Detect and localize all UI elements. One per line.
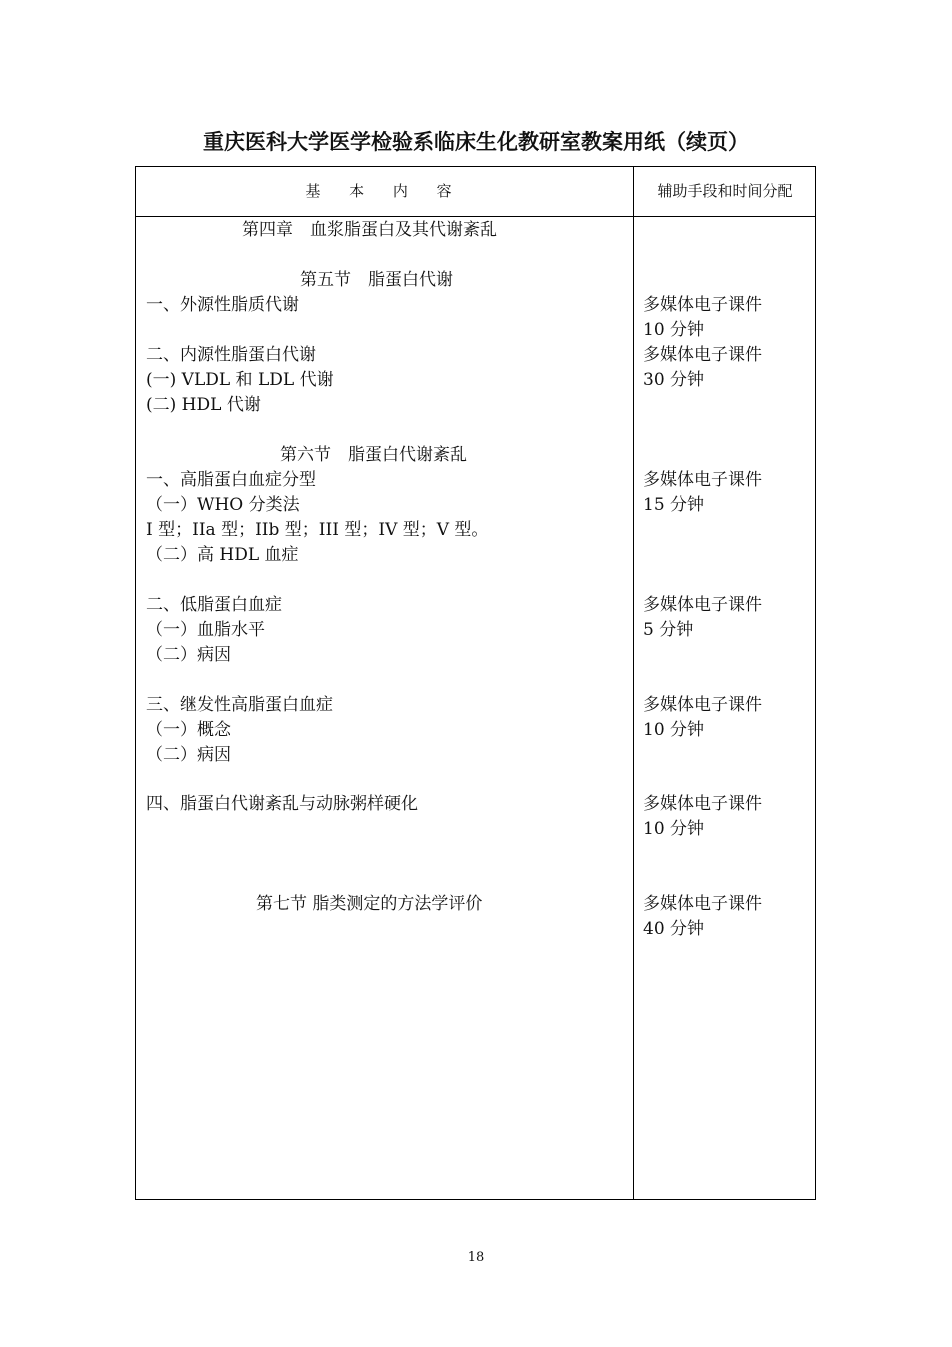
content-line: （二）病因 <box>146 645 231 665</box>
section-heading: 第五节 脂蛋白代谢 <box>300 270 453 290</box>
content-line: (一) VLDL 和 LDL 代谢 <box>146 370 334 390</box>
aux-tool: 多媒体电子课件 <box>643 695 762 715</box>
aux-tool: 多媒体电子课件 <box>643 894 762 914</box>
page-title: 重庆医科大学医学检验系临床生化教研室教案用纸（续页） <box>203 130 749 154</box>
content-line: （一）血脂水平 <box>146 620 265 640</box>
aux-tool: 多媒体电子课件 <box>643 794 762 814</box>
aux-tool: 多媒体电子课件 <box>643 345 762 365</box>
content-line: I 型；IIa 型；IIb 型；III 型；IV 型；V 型。 <box>146 520 489 540</box>
section-heading: 第七节 脂类测定的方法学评价 <box>256 894 483 914</box>
aux-time: 5 分钟 <box>643 620 694 640</box>
aux-time: 10 分钟 <box>643 819 705 839</box>
content-line: 一、外源性脂质代谢 <box>146 295 299 315</box>
page-number: 18 <box>467 1250 485 1265</box>
content-line: 二、低脂蛋白血症 <box>146 595 282 615</box>
column-divider <box>633 167 634 1199</box>
content-line: （二）病因 <box>146 745 231 765</box>
header-aux-time: 辅助手段和时间分配 <box>657 182 793 200</box>
aux-time: 10 分钟 <box>643 320 705 340</box>
content-line: （二）高 HDL 血症 <box>146 545 299 565</box>
content-line: 二、内源性脂蛋白代谢 <box>146 345 316 365</box>
aux-time: 15 分钟 <box>643 495 705 515</box>
content-line: 三、继发性高脂蛋白血症 <box>146 695 333 715</box>
aux-time: 40 分钟 <box>643 919 705 939</box>
content-line: 四、脂蛋白代谢紊乱与动脉粥样硬化 <box>146 794 418 814</box>
header-basic-content: 基 本 内 容 <box>305 182 464 200</box>
content-line: (二) HDL 代谢 <box>146 395 261 415</box>
content-line: （一）概念 <box>146 720 231 740</box>
aux-tool: 多媒体电子课件 <box>643 295 762 315</box>
aux-tool: 多媒体电子课件 <box>643 595 762 615</box>
lesson-plan-table <box>135 166 816 1200</box>
section-heading: 第六节 脂蛋白代谢紊乱 <box>280 445 467 465</box>
header-divider <box>136 216 815 217</box>
content-line: 一、高脂蛋白血症分型 <box>146 470 316 490</box>
content-line: （一）WHO 分类法 <box>146 495 300 515</box>
aux-tool: 多媒体电子课件 <box>643 470 762 490</box>
aux-time: 30 分钟 <box>643 370 705 390</box>
aux-time: 10 分钟 <box>643 720 705 740</box>
chapter-heading: 第四章 血浆脂蛋白及其代谢紊乱 <box>242 220 497 240</box>
